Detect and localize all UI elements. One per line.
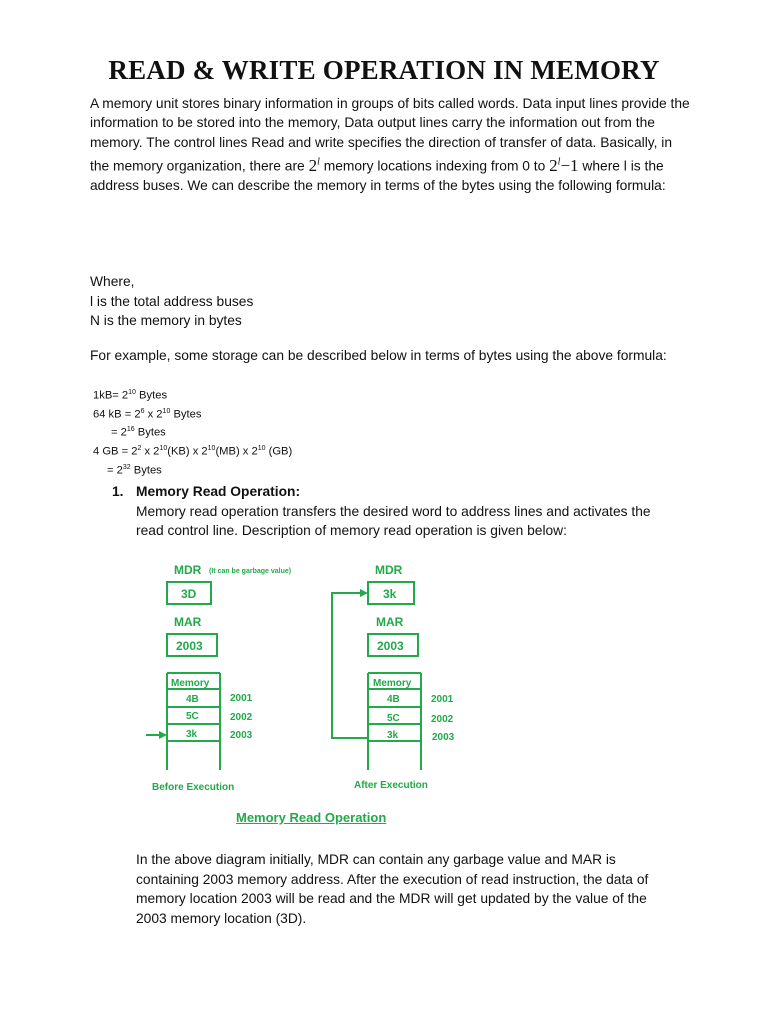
before-arrowhead xyxy=(159,731,167,739)
before-cell: 4B xyxy=(186,694,199,705)
section-heading: Memory Read Operation: xyxy=(136,484,301,499)
intro-text-1: A memory unit stores binary information in groups of bits called words. Data input lines provide the information to be stored into the memory, Data output lines carry the information out from the memory. The control lines Read and write specifies the direction of transfer of data. Basically, in the memory organization, there are xyxy=(90,96,690,174)
before-mdr-value: 3D xyxy=(181,587,197,601)
where-heading: Where, xyxy=(90,274,135,289)
after-address: 2003 xyxy=(432,732,455,743)
after-mar-label: MAR xyxy=(376,615,404,629)
where-block xyxy=(90,272,253,331)
before-cell: 3k xyxy=(186,729,198,740)
math-base: 2 xyxy=(308,155,318,175)
formula-line: $1kB= 2^{10}$ Bytes xyxy=(93,389,168,402)
section-number: 1. xyxy=(112,484,124,499)
after-caption: After Execution xyxy=(354,780,428,791)
section-memory-read xyxy=(112,482,672,541)
before-mar-value: 2003 xyxy=(176,639,203,653)
before-cell: 5C xyxy=(186,711,199,722)
memory-read-diagram xyxy=(140,555,500,795)
before-address: 2001 xyxy=(230,693,253,704)
where-line-l: l is the total address buses xyxy=(90,293,254,309)
before-mar-label: MAR xyxy=(174,615,202,629)
after-cell: 5C xyxy=(387,713,400,724)
after-mdr-value: 3k xyxy=(383,587,397,601)
after-read-path-arrow xyxy=(332,593,368,738)
math-base: 2 xyxy=(549,155,558,175)
after-cell: 4B xyxy=(387,694,400,705)
figure-caption: Memory Read Operation xyxy=(236,810,387,825)
formula-line: 64 kB = $2^6$ x $2^{10}$ Bytes xyxy=(93,407,202,421)
section-body: Memory read operation transfers the desired word to address lines and activates the read control line. Description of memory read operation is given below: xyxy=(136,503,651,538)
intro-text-3: where l is the address buses. We can describe the memory in terms of the bytes using the following formula: xyxy=(90,158,666,193)
before-address: 2002 xyxy=(230,712,253,723)
after-address: 2002 xyxy=(431,714,454,725)
after-cell: 3k xyxy=(387,730,399,741)
intro-paragraph xyxy=(90,94,690,195)
formula-list xyxy=(93,385,292,479)
where-line-n: N is the memory in bytes xyxy=(90,313,242,328)
after-mar-value: 2003 xyxy=(377,639,404,653)
formula-line: = $2^{32}$ Bytes xyxy=(107,463,162,477)
example-text: For example, some storage can be described below in terms of bytes using the above formula: xyxy=(90,348,667,363)
math-tail: −1 xyxy=(560,155,579,175)
intro-text-2: memory locations indexing from 0 to xyxy=(323,158,546,174)
after-mdr-label: MDR xyxy=(375,563,403,577)
formula-line: = $2^{16}$ Bytes xyxy=(111,426,166,440)
before-mdr-label: MDR xyxy=(174,563,202,577)
math-2-power-l xyxy=(309,156,320,175)
before-caption: Before Execution xyxy=(152,782,235,793)
after-arrowhead xyxy=(360,589,368,597)
before-address: 2003 xyxy=(230,730,253,741)
closing-paragraph: In the above diagram initially, MDR can contain any garbage value and MAR is containing 2003 memory address. After the execution of read instruction, the data of memory location 2003 will be read and the MDR will get updated by the value of the 2003 memory location (3D). xyxy=(136,852,649,926)
after-memory-label: Memory xyxy=(373,678,412,689)
math-2-power-l-minus-1 xyxy=(549,156,578,175)
before-memory-label: Memory xyxy=(171,678,210,689)
page-title: READ & WRITE OPERATION IN MEMORY xyxy=(108,55,660,85)
after-address: 2001 xyxy=(431,694,454,705)
math-exponent: l xyxy=(557,155,561,167)
math-exponent: l xyxy=(317,155,320,167)
formula-line: 4 GB = $2^2$ x $2^{10}(KB)$ x $2^{10}(MB)$ x $2^{10}$ (GB) xyxy=(93,445,293,458)
before-mdr-note: (It can be garbage value) xyxy=(209,568,292,575)
